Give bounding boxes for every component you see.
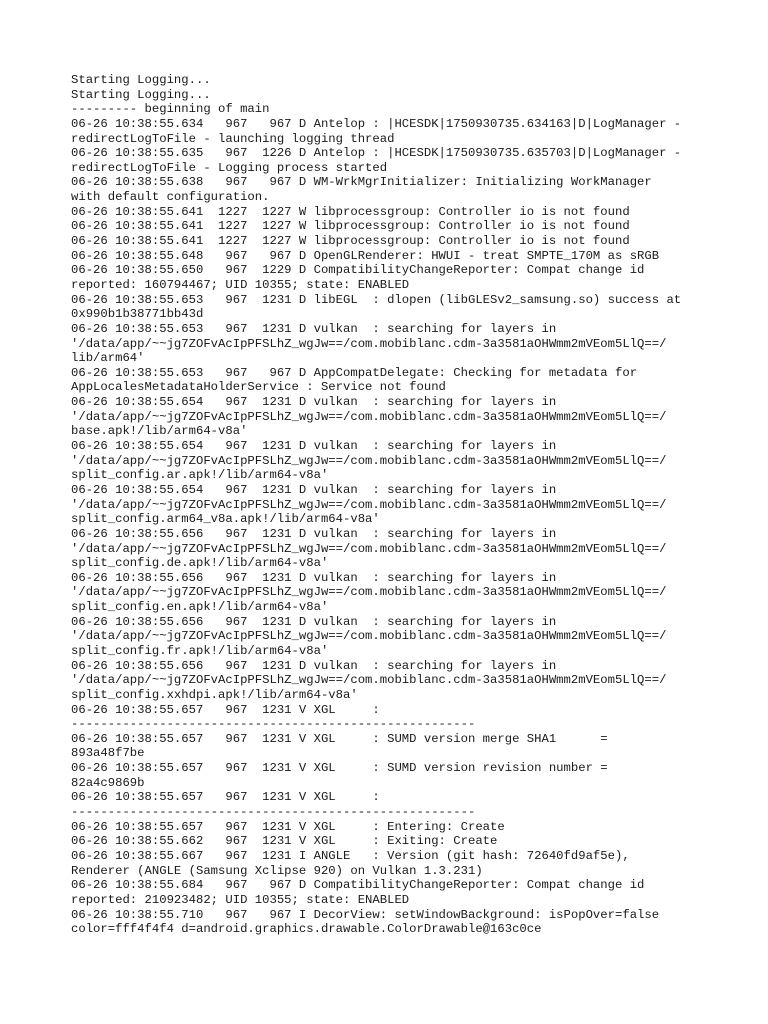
- log-line: lib/arm64': [71, 351, 145, 366]
- log-line: 06-26 10:38:55.635 967 1226 D Antelop : |HCESDK|1750930735.635703|D|LogManager -: [71, 146, 682, 161]
- log-line: 06-26 10:38:55.653 967 967 D AppCompatDelegate: Checking for metadata for: [71, 365, 638, 380]
- log-line: with default configuration.: [71, 190, 270, 205]
- log-line: 06-26 10:38:55.641 1227 1227 W libprocessgroup: Controller io is not found: [71, 219, 630, 234]
- log-line: reported: 160794467; UID 10355; state: ENABLED: [71, 277, 410, 292]
- log-line: 06-26 10:38:55.650 967 1229 D CompatibilityChangeReporter: Compat change id: [71, 263, 645, 278]
- log-line: 06-26 10:38:55.657 967 1231 V XGL : SUMD version revision number =: [71, 761, 608, 776]
- log-line: 06-26 10:38:55.641 1227 1227 W libprocessgroup: Controller io is not found: [71, 204, 630, 219]
- log-line: reported: 210923482; UID 10355; state: ENABLED: [71, 892, 410, 907]
- log-line: 06-26 10:38:55.653 967 1231 D vulkan : searching for layers in: [71, 321, 557, 336]
- log-line: 06-26 10:38:55.641 1227 1227 W libprocessgroup: Controller io is not found: [71, 234, 630, 249]
- log-line: '/data/app/~~jg7ZOFvAcIpPFSLhZ_wgJw==/com.mobiblanc.cdm-3a3581aOHWmm2mVEom5LlQ==/: [71, 673, 667, 688]
- log-line: 06-26 10:38:55.657 967 1231 V XGL :: [71, 790, 380, 805]
- log-line: 06-26 10:38:55.710 967 967 I DecorView: setWindowBackground: isPopOver=false: [71, 907, 660, 922]
- log-line: 06-26 10:38:55.656 967 1231 D vulkan : searching for layers in: [71, 614, 557, 629]
- log-line: 06-26 10:38:55.653 967 1231 D libEGL : dlopen (libGLESv2_samsung.so) success at: [71, 292, 682, 307]
- log-line: 06-26 10:38:55.657 967 1231 V XGL : SUMD version merge SHA1 =: [71, 731, 608, 746]
- log-line: '/data/app/~~jg7ZOFvAcIpPFSLhZ_wgJw==/com.mobiblanc.cdm-3a3581aOHWmm2mVEom5LlQ==/: [71, 585, 667, 600]
- log-line: 06-26 10:38:55.667 967 1231 I ANGLE : Version (git hash: 72640fd9af5e),: [71, 848, 630, 863]
- log-line: '/data/app/~~jg7ZOFvAcIpPFSLhZ_wgJw==/com.mobiblanc.cdm-3a3581aOHWmm2mVEom5LlQ==/: [71, 541, 667, 556]
- log-line: -------------------------------------------------------: [71, 717, 476, 732]
- log-line: base.apk!/lib/arm64-v8a': [71, 424, 248, 439]
- log-line: 06-26 10:38:55.657 967 1231 V XGL :: [71, 702, 380, 717]
- log-line: Starting Logging...: [71, 87, 211, 102]
- log-line: redirectLogToFile - Logging process started: [71, 160, 388, 175]
- log-line: 06-26 10:38:55.684 967 967 D CompatibilityChangeReporter: Compat change id: [71, 878, 645, 893]
- log-line: split_config.fr.apk!/lib/arm64-v8a': [71, 643, 329, 658]
- log-line: 06-26 10:38:55.656 967 1231 D vulkan : searching for layers in: [71, 570, 557, 585]
- log-line: '/data/app/~~jg7ZOFvAcIpPFSLhZ_wgJw==/com.mobiblanc.cdm-3a3581aOHWmm2mVEom5LlQ==/: [71, 453, 667, 468]
- log-line: split_config.de.apk!/lib/arm64-v8a': [71, 556, 329, 571]
- log-line: '/data/app/~~jg7ZOFvAcIpPFSLhZ_wgJw==/com.mobiblanc.cdm-3a3581aOHWmm2mVEom5LlQ==/: [71, 497, 667, 512]
- log-line: 06-26 10:38:55.654 967 1231 D vulkan : searching for layers in: [71, 395, 557, 410]
- log-line: split_config.en.apk!/lib/arm64-v8a': [71, 600, 329, 615]
- log-line: 82a4c9869b: [71, 775, 145, 790]
- log-line: '/data/app/~~jg7ZOFvAcIpPFSLhZ_wgJw==/com.mobiblanc.cdm-3a3581aOHWmm2mVEom5LlQ==/: [71, 336, 667, 351]
- log-line: 06-26 10:38:55.634 967 967 D Antelop : |HCESDK|1750930735.634163|D|LogManager -: [71, 116, 682, 131]
- log-line: split_config.xxhdpi.apk!/lib/arm64-v8a': [71, 687, 358, 702]
- log-line: --------- beginning of main: [71, 102, 270, 117]
- log-line: 06-26 10:38:55.656 967 1231 D vulkan : searching for layers in: [71, 526, 557, 541]
- log-line: split_config.ar.apk!/lib/arm64-v8a': [71, 468, 329, 483]
- log-line: 06-26 10:38:55.654 967 1231 D vulkan : searching for layers in: [71, 482, 557, 497]
- log-line: 06-26 10:38:55.662 967 1231 V XGL : Exiting: Create: [71, 834, 498, 849]
- log-line: -------------------------------------------------------: [71, 805, 476, 820]
- log-text-block: [71, 73, 711, 937]
- log-line: color=fff4f4f4 d=android.graphics.drawable.ColorDrawable@163c0ce: [71, 922, 542, 937]
- log-line: split_config.arm64_v8a.apk!/lib/arm64-v8a': [71, 512, 380, 527]
- log-line: AppLocalesMetadataHolderService : Service not found: [71, 380, 446, 395]
- log-line: 893a48f7be: [71, 746, 145, 761]
- log-line: 06-26 10:38:55.657 967 1231 V XGL : Entering: Create: [71, 819, 505, 834]
- log-line: '/data/app/~~jg7ZOFvAcIpPFSLhZ_wgJw==/com.mobiblanc.cdm-3a3581aOHWmm2mVEom5LlQ==/: [71, 409, 667, 424]
- log-line: 06-26 10:38:55.654 967 1231 D vulkan : searching for layers in: [71, 439, 557, 454]
- log-line: 0x990b1b38771bb43d: [71, 307, 204, 322]
- log-line: 06-26 10:38:55.648 967 967 D OpenGLRenderer: HWUI - treat SMPTE_170M as sRGB: [71, 248, 660, 263]
- log-line: redirectLogToFile - launching logging thread: [71, 131, 395, 146]
- log-line: Starting Logging...: [71, 73, 211, 87]
- log-line: '/data/app/~~jg7ZOFvAcIpPFSLhZ_wgJw==/com.mobiblanc.cdm-3a3581aOHWmm2mVEom5LlQ==/: [71, 629, 667, 644]
- log-line: 06-26 10:38:55.638 967 967 D WM-WrkMgrInitializer: Initializing WorkManager: [71, 175, 652, 190]
- log-line: Renderer (ANGLE (Samsung Xclipse 920) on Vulkan 1.3.231): [71, 863, 483, 878]
- log-line: 06-26 10:38:55.656 967 1231 D vulkan : searching for layers in: [71, 658, 557, 673]
